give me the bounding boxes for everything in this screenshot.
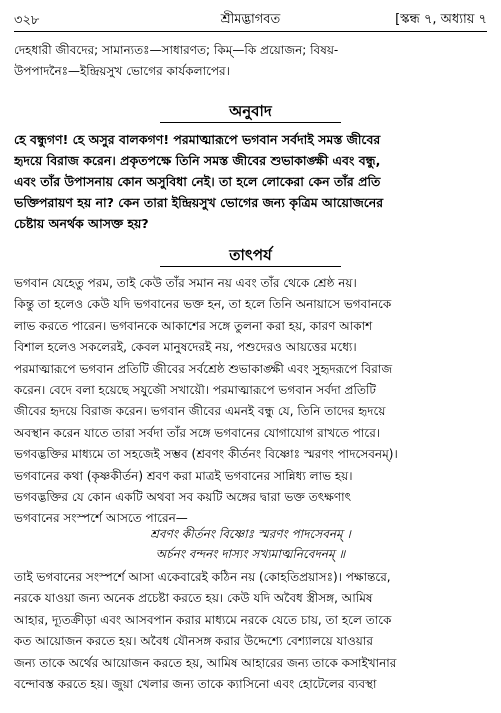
translation-line: ভক্তিপরায়ণ হয় না? কেন তারা ইন্দ্রিয়সুখ ভোগের জন্য কৃত্রিম আয়োজনের <box>14 195 384 210</box>
verse-line: অর্চনং বন্দনং দাস্যং সখ্যমাত্মনিবেদনম্ ॥ <box>155 547 346 561</box>
purport-line: তাই ভগবানের সংস্পর্শে আসা একেবারেই কঠিন নয় (কোহতিপ্রয়াসঃ)। পক্ষান্তরে, <box>14 570 391 584</box>
translation-heading-underline <box>160 122 341 123</box>
translation-text <box>14 129 487 234</box>
word-meaning-line: দেহধারী জীবদের; সামান্যতঃ—সাধারণত; কিম্—কি প্রয়োজন; বিষয়- <box>14 43 339 57</box>
word-meanings <box>14 40 487 82</box>
purport-line: জীবের হৃদয়ে বিরাজ করেন। ভগবান জীবের এমনই বন্ধু যে, তিনি তাদের হৃদয়ে <box>14 404 386 419</box>
purport-line: ভগবান যেহেতু পরম, তাই কেউ তাঁর সমান নয় এবং তাঁর থেকে শ্রেষ্ঠ নয়। <box>14 276 357 290</box>
purport-heading: তাৎপর্য <box>229 246 272 264</box>
purport-line: কত আয়োজন করতে হয়। অবৈধ যৌনসঙ্গ করার উদ্দেশ্যে বেশ্যালয়ে যাওয়ার <box>14 634 373 649</box>
purport-line: করেন। বেদে বলা হয়েছে সযুজৌ সখায়ৌ। পরমাত্মারূপে ভগবান সর্বদা প্রতিটি <box>14 383 376 398</box>
purport-line: লাভ করতে পারেন। ভগবানকে আকাশের সঙ্গে তুলনা করা হয়, কারণ আকাশ <box>14 318 373 333</box>
running-header <box>14 9 487 29</box>
purport-continuation <box>14 567 487 695</box>
header-rule <box>14 31 487 32</box>
page-number: ৩২৮ <box>14 13 40 28</box>
purport-line: ভগবানের কথা (কৃষ্ণকীর্তন) শ্রবণ করা মাত্রই ভগবানের সান্নিধ্য লাভ হয়। <box>14 468 353 483</box>
purport-line: নরকে যাওয়া জন্য অনেক প্রচেষ্টা করতে হয়। কেউ যদি অবৈধ স্ত্রীসঙ্গ, আমিষ <box>14 591 373 606</box>
purport-text <box>14 273 487 530</box>
purport-line: অবস্থান করেন যাতে তারা সর্বদা তাঁর সঙ্গে ভগবানের যোগাযোগ রাখতে পারে। <box>14 425 381 440</box>
translation-line: এবং তাঁর উপাসনায় কোন অসুবিধা নেই। তা হলে লোকেরা কেন তাঁর প্রতি <box>14 174 381 189</box>
book-title: শ্রীমদ্ভাগবত <box>220 12 281 27</box>
purport-line: বিশাল হলেও সকলেরই, কেবল মানুষদেরই নয়, পশুদেরও আয়ত্তের মধ্যে। <box>14 340 357 355</box>
translation-line: হে বন্ধুগণ! হে অসুর বালকগণ! পরমাত্মারূপে ভগবান সর্বদাই সমস্ত জীবের <box>14 132 381 147</box>
purport-heading-underline <box>160 266 341 267</box>
canto-chapter: [স্কন্ধ ৭, অধ্যায় ৭ <box>395 12 487 27</box>
verse-line: শ্রবণং কীর্তনং বিষ্ণোঃ স্মরণং পাদসেবনম্ । <box>150 527 351 541</box>
translation-line: চেষ্টায় অনর্থক আসক্ত হয়? <box>14 216 149 231</box>
purport-line: বন্দোবস্ত করতে হয়। জুয়া খেলার জন্য তাকে ক্যাসিনো এবং হোটেলের ব্যবস্থা <box>14 677 377 692</box>
purport-line: ভগবদ্ভক্তির যে কোন একটি অথবা সব কয়টি অঙ্গের দ্বারা ভক্ত তৎক্ষণাৎ <box>14 490 352 505</box>
purport-line: কিন্তু তা হলেও কেউ যদি ভগবানের ভক্ত হন, তা হলে তিনি অনায়াসে ভগবানকে <box>14 297 392 312</box>
purport-line: পরমাত্মারূপে ভগবান প্রতিটি জীবের সর্বশ্রেষ্ঠ শুভাকাঙ্ক্ষী এবং সুহৃদরূপে বিরাজ <box>14 361 393 376</box>
purport-line: ভগবদ্ভক্তির মাধ্যমে তা সহজেই সম্ভব (শ্রবণং কীর্তনং বিষ্ণোঃ স্মরণং পাদসেবনম্)। <box>14 447 398 462</box>
translation-heading: অনুবাদ <box>229 102 272 120</box>
purport-line: আহার, দ্যূতক্রীড়া এবং আসবপান করার মাধ্যমে নরকে যেতে চায়, তা হলে তাকে <box>14 612 392 627</box>
word-meaning-line: উপপাদনৈঃ—ইন্দ্রিয়সুখ ভোগের কার্যকলাপের। <box>14 64 230 78</box>
translation-line: হৃদয়ে বিরাজ করেন। প্রকৃতপক্ষে তিনি সমস্ত জীবের শুভাকাঙ্ক্ষী এবং বন্ধু, <box>14 153 381 168</box>
purport-line: জন্য তাকে অর্থের আয়োজন করতে হয়, আমিষ আহারের জন্য তাকে কসাইখানার <box>14 655 397 670</box>
purport-line: ভগবানের সংস্পর্শে আসতে পারেন— <box>14 511 188 526</box>
